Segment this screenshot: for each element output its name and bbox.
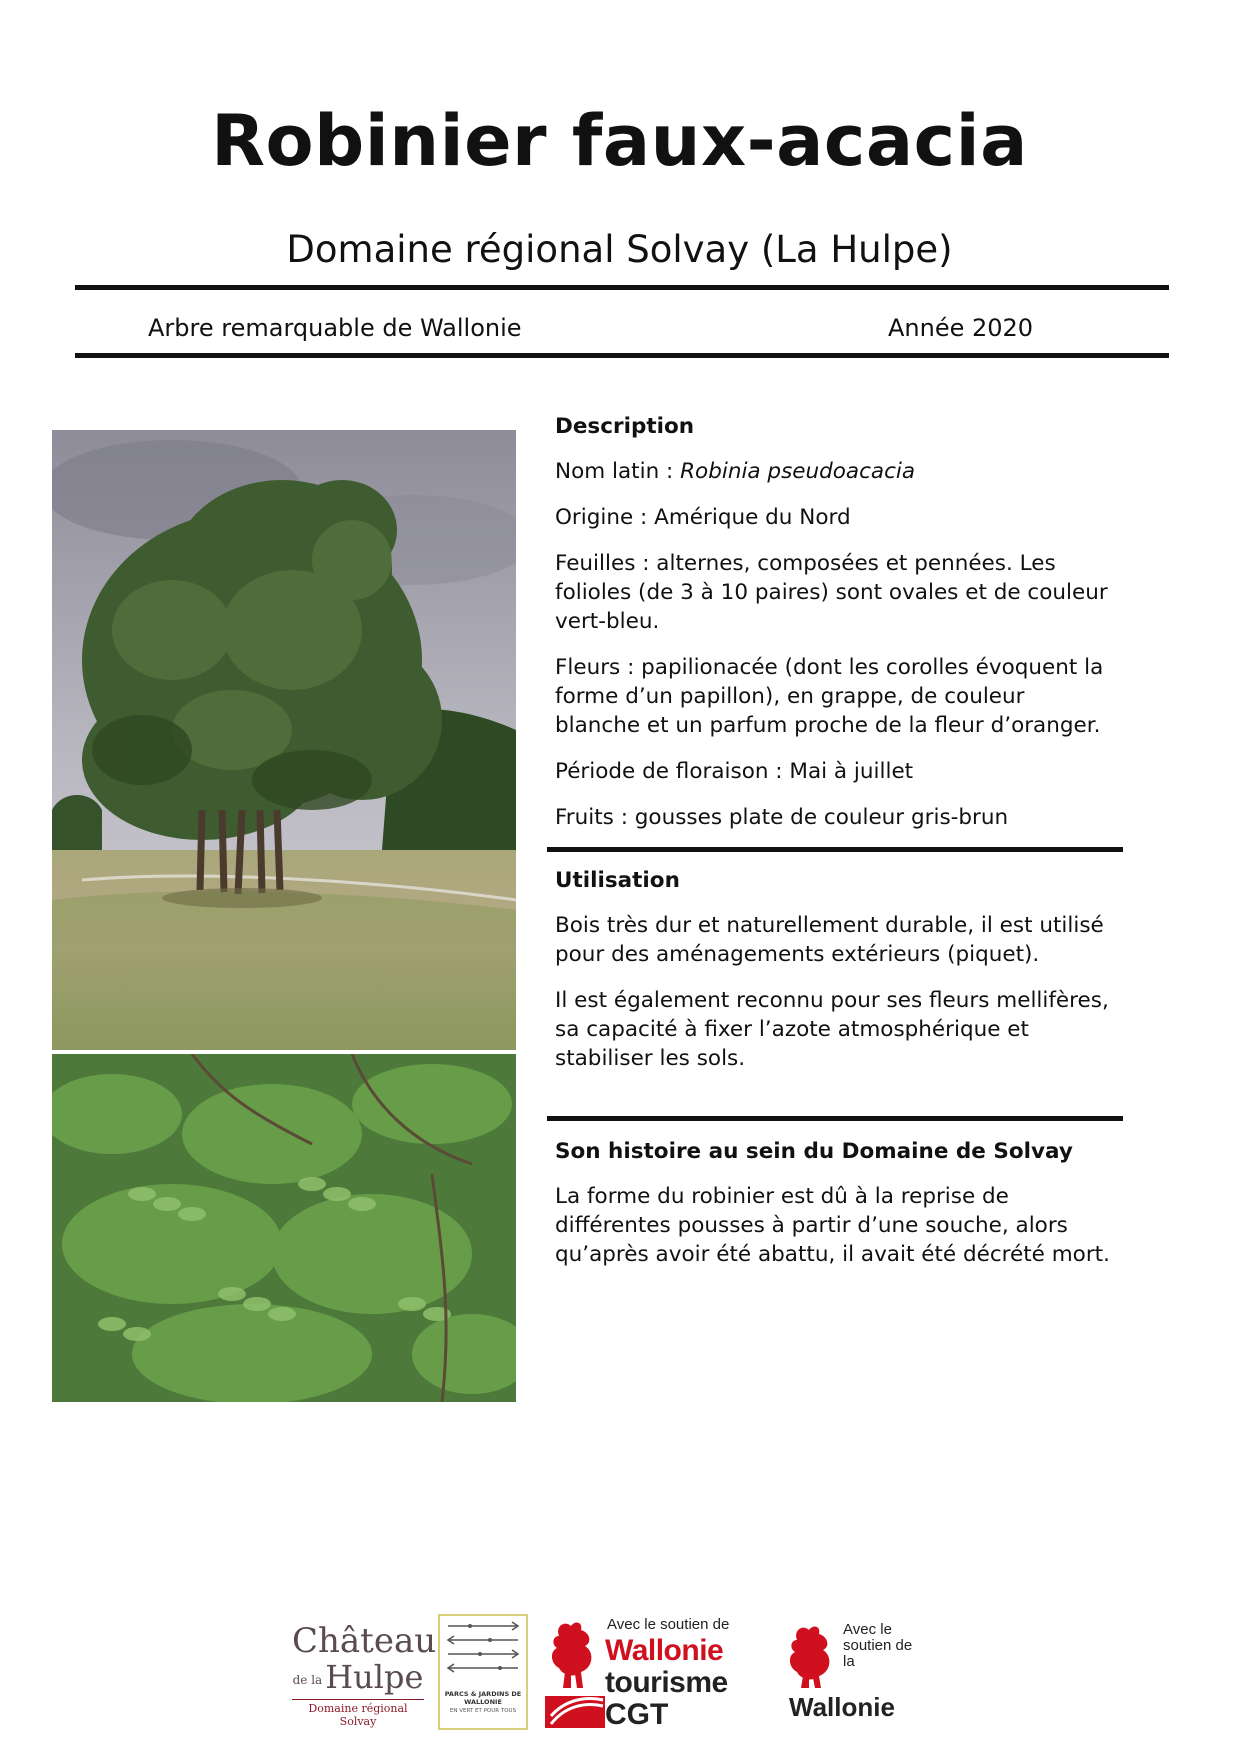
description-section [555, 412, 1115, 849]
latin-name [555, 457, 1115, 486]
wallonie-logo [785, 1622, 925, 1722]
origin: Origine : Amérique du Nord [555, 505, 851, 530]
chateau-logo-text: Château [292, 1621, 437, 1661]
flowers: Fleurs : papilionacée (dont les corolles évoquent la forme d’un papillon), en grappe, de couleur blanche et un parfum proche de la fleur d’oranger. [555, 655, 1104, 738]
wal-logo-wallonie: Wallonie [789, 1692, 895, 1722]
latin-label: Nom latin : [555, 459, 681, 484]
chateau-logo-line2 [292, 1660, 424, 1697]
sponsor-logos [0, 1610, 1239, 1730]
usage-paragraph: Il est également reconnu pour ses fleurs mellifères, sa capacité à fixer l’azote atmosphérique et stabiliser les sols. [555, 988, 1109, 1071]
section-divider [547, 1116, 1123, 1121]
rooster-icon [785, 1622, 841, 1688]
wt-logo-cgt: CGT [605, 1698, 669, 1731]
arrows-icon [440, 1616, 526, 1686]
wallonie-tourisme-logo [545, 1616, 745, 1731]
chateau-logo-tagline: Domaine régional Solvay [292, 1699, 424, 1728]
parcs-jardins-logo [438, 1614, 528, 1730]
leaves: Feuilles : alternes, composées et pennées. Les folioles (de 3 à 10 paires) sont ovales et de couleur vert-bleu. [555, 551, 1108, 634]
wt-logo-small: Avec le soutien de [607, 1616, 730, 1633]
usage-heading: Utilisation [555, 868, 680, 893]
chateau-logo-small: de la [292, 1672, 323, 1687]
section-divider [547, 847, 1123, 852]
history-heading: Son histoire au sein du Domaine de Solvay [555, 1139, 1073, 1164]
divider [75, 285, 1169, 290]
history-paragraph: La forme du robinier est dû à la reprise de différentes pousses à partir d’une souche, alors qu’après avoir été abattu, il avait été décrété mort. [555, 1184, 1110, 1267]
usage-paragraph: Bois très dur et naturellement durable, il est utilisé pour des aménagements extérieurs (piquet). [555, 913, 1104, 967]
parcs-logo-text: PARCS & JARDINS DE WALLONIE [444, 1690, 522, 1706]
fruits: Fruits : gousses plate de couleur gris-brun [555, 805, 1009, 830]
usage-section [555, 866, 1115, 1090]
page-title: Robinier faux-acacia [211, 100, 1028, 182]
chateau-hulpe-logo [292, 1621, 437, 1728]
tree-photo [52, 430, 516, 1050]
chateau-logo-hulpe: Hulpe [325, 1658, 424, 1696]
description-heading: Description [555, 414, 695, 439]
wal-logo-small: Avec le soutien de la [843, 1621, 913, 1670]
page-subtitle: Domaine régional Solvay (La Hulpe) [286, 228, 953, 271]
leaves-photo [52, 1054, 516, 1402]
wt-logo-tourisme: tourisme [605, 1666, 728, 1699]
rooster-icon [545, 1616, 605, 1728]
divider [75, 353, 1169, 358]
label-remarkable-tree: Arbre remarquable de Wallonie [148, 314, 522, 342]
parcs-logo-tagline: EN VERT ET POUR TOUS [449, 1708, 517, 1714]
history-section [555, 1137, 1115, 1286]
latin-name-value: Robinia pseudoacacia [680, 459, 916, 484]
wt-logo-wallonie: Wallonie [605, 1634, 724, 1667]
flowering-period: Période de floraison : Mai à juillet [555, 759, 914, 784]
label-year: Année 2020 [888, 314, 1034, 342]
